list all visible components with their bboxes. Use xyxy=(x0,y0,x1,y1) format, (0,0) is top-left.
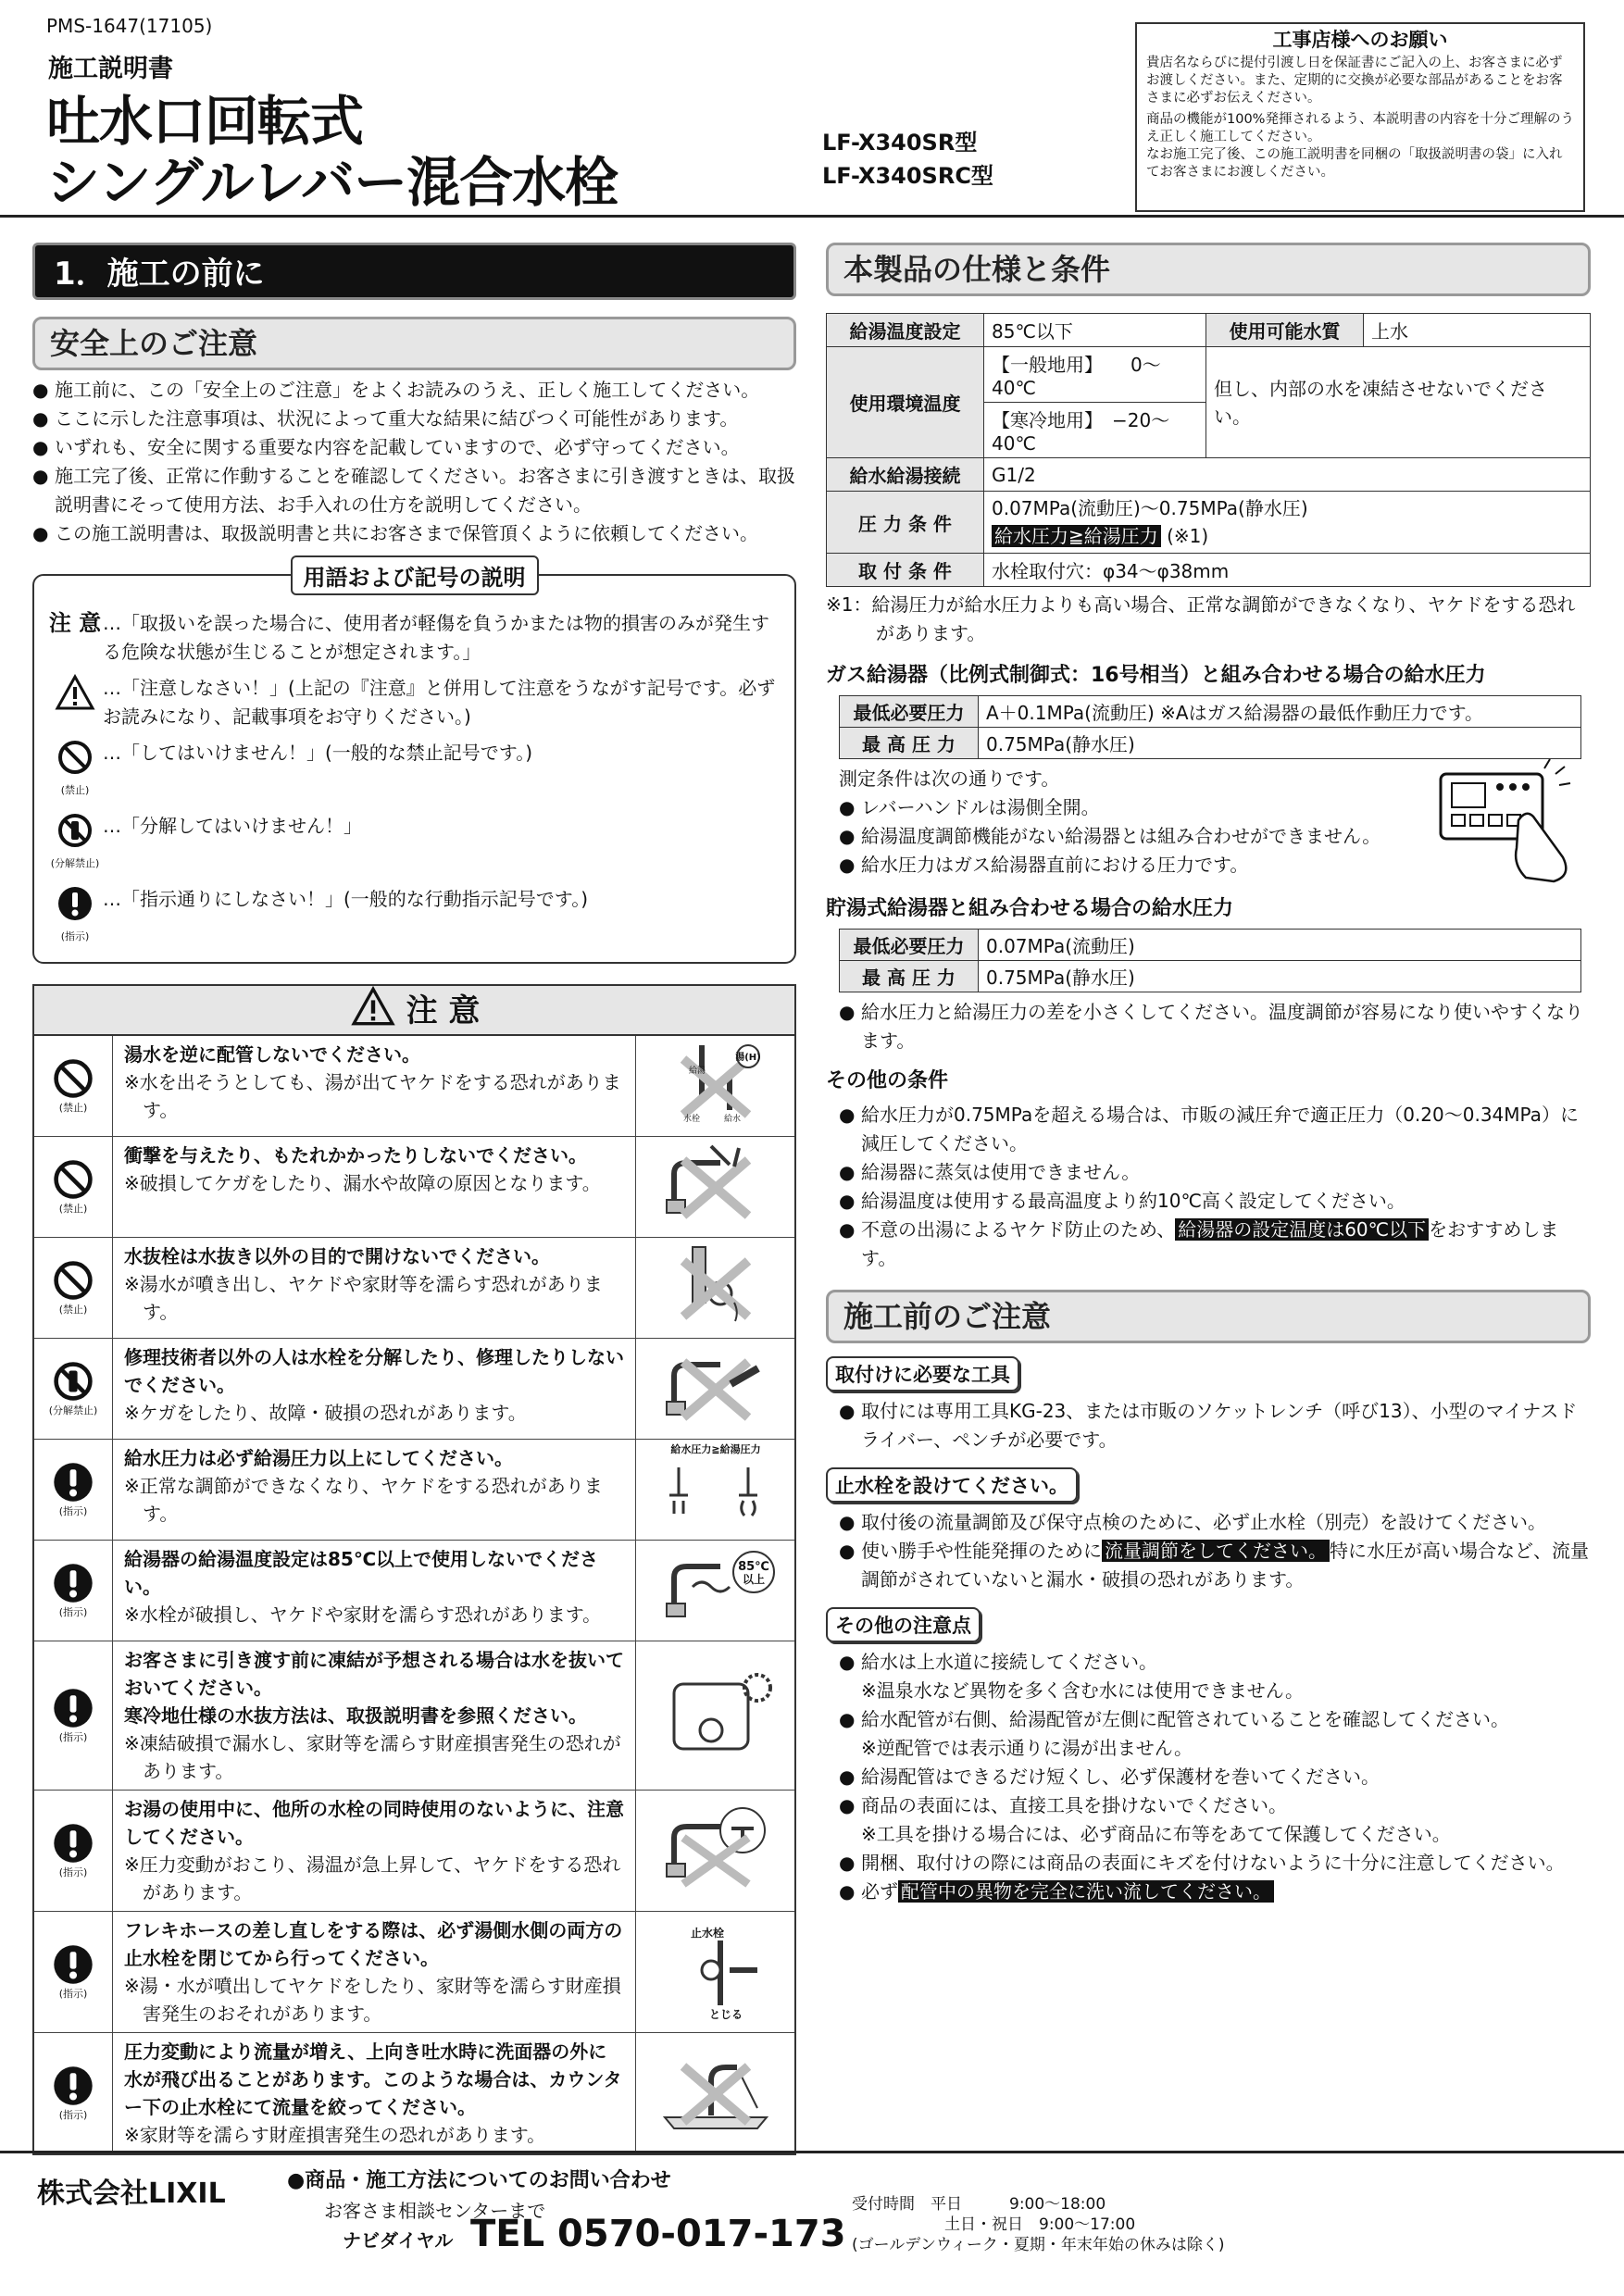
caution-text xyxy=(113,1912,635,2032)
instruction-icon xyxy=(52,1687,94,1729)
caution-row xyxy=(34,1911,794,2032)
other-conditions-list xyxy=(839,1101,1591,1216)
spec-value: 0.07MPa(流動圧)～0.75MPa(静水圧) xyxy=(992,497,1308,519)
document-number: PMS-1647(17105) xyxy=(46,15,213,37)
caution-icon-cell xyxy=(34,1912,113,2032)
caution-icon-caption: (禁止) xyxy=(58,1304,88,1316)
caution-note: ※家財等を濡らす財産損害発生の恐れがあります。 xyxy=(124,2124,546,2146)
caution-note: ※正常な調節ができなくなり、ヤケドをする恐れがあります。 xyxy=(124,1475,603,1525)
notice-title: 工事店様へのお願い xyxy=(1272,29,1448,51)
safety-bullet: ● いずれも、安全に関する重要な内容を記載していますので、必ず守ってください。 xyxy=(32,436,740,458)
svg-text:とじる: とじる xyxy=(708,2008,743,2021)
instruction-icon xyxy=(52,1943,94,1986)
gas-pressure-table xyxy=(839,695,1581,759)
note-bullet: ● 給水は上水道に接続してください。 xyxy=(839,1651,1157,1673)
caution-row xyxy=(34,1641,794,1790)
note-bullet: ● 商品の表面には、直接工具を掛けないでください。 xyxy=(839,1794,1287,1816)
caution-row xyxy=(34,1439,794,1540)
caution-note: ※水を出そうとしても、湯が出てヤケドをする恐れがあります。 xyxy=(124,1071,621,1121)
caution-icon-caption: (分解禁止) xyxy=(48,1404,98,1416)
model-2: LF-X340SRC型 xyxy=(822,163,993,189)
caution-text xyxy=(113,1339,635,1439)
caution-icon-cell xyxy=(34,1238,113,1338)
legend-row-prohibit xyxy=(47,739,781,805)
other-notes-pill: その他の注意点 xyxy=(826,1607,981,1642)
svg-text:給湯: 給湯 xyxy=(688,1067,706,1076)
legend-row-caution xyxy=(47,609,781,667)
note-bullet: ● 給湯配管はできるだけ短くし、必ず保護材を巻いてください。 xyxy=(839,1766,1380,1788)
phone-number[interactable]: TEL 0570-017-173 xyxy=(470,2213,846,2255)
warning-triangle-icon xyxy=(349,986,397,1027)
warning-triangle-icon xyxy=(55,674,95,711)
note-sub: ※逆配管では表示通りに湯が出ません。 xyxy=(861,1737,1193,1759)
spec-title: 本製品の仕様と条件 xyxy=(826,243,1591,296)
spec-label: 圧 力 条 件 xyxy=(827,492,984,554)
note-bullet: ● 開梱、取付けの際には商品の表面にキズを付けないように十分に注意してください。 xyxy=(839,1852,1565,1874)
splash-illustration xyxy=(635,2033,794,2153)
caution-row xyxy=(34,1338,794,1439)
symbol-caption: (禁止) xyxy=(60,784,90,796)
safety-list xyxy=(32,376,796,548)
title-line-1: 吐水口回転式 xyxy=(46,90,364,153)
stop-valve-pill: 止水栓を設けてください。 xyxy=(826,1467,1078,1503)
notice-paragraph: 商品の機能が100%発揮されるよう、本説明書の内容を十分ご理解のうえ正しく施工してください。 xyxy=(1146,112,1574,144)
right-column xyxy=(826,243,1591,1906)
caution-title: 修理技術者以外の人は水栓を分解したり、修理したりしないでください。 xyxy=(124,1346,624,1396)
svg-text:85℃: 85℃ xyxy=(737,1560,769,1574)
caution-title: 水抜栓は水抜き以外の目的で開けないでください。 xyxy=(124,1245,550,1267)
spec-value: G1/2 xyxy=(984,458,1591,492)
legend-text: …「取扱いを誤った場合に、使用者が軽傷を負うかまたは物的損害のみが発生する危険な状態が生じることが想定されます。」 xyxy=(103,612,769,663)
other-condition-last: ● 不意の出湯によるヤケド防止のため、 給湯器の設定温度は60℃以下 をおすすめします。 xyxy=(839,1218,1559,1269)
caution-title: 湯水を逆に配管しないでください。 xyxy=(124,1043,420,1066)
caution-icon-cell xyxy=(34,1036,113,1136)
footer-divider xyxy=(0,2151,1624,2153)
caution-text xyxy=(113,1238,635,1338)
freeze-illustration xyxy=(635,1641,794,1790)
caution-table-title: 注 意 xyxy=(406,992,481,1029)
reverse-pipe-illustration xyxy=(635,1036,794,1136)
pressure-value: 0.75MPa(静水圧) xyxy=(979,961,1581,992)
instruction-icon xyxy=(52,1822,94,1865)
caution-word: 注 意 xyxy=(48,610,102,636)
legend-title: 用語および記号の説明 xyxy=(291,555,539,595)
symbol-caption: (分解禁止) xyxy=(50,857,100,869)
note-bullet: ● 給水配管が右側、給湯配管が左側に配管されていることを確認してください。 xyxy=(839,1708,1509,1730)
caution-icon-caption: (禁止) xyxy=(58,1102,88,1114)
pressure-label: 最低必要圧力 xyxy=(840,696,979,728)
caution-row xyxy=(34,1790,794,1911)
caution-note: ※湯・水が噴出してヤケドをしたり、家財等を濡らす財産損害発生のおそれがあります。 xyxy=(124,1975,621,2025)
flow-highlight: 流量調節をしてください。 xyxy=(1102,1540,1330,1562)
repair-illustration xyxy=(635,1339,794,1439)
pressure-label: 最 高 圧 力 xyxy=(840,961,979,992)
storage-bullet: ● 給水圧力と給湯圧力の差を小さくしてください。温度調節が容易になり使いやすくなります。 xyxy=(839,1001,1583,1052)
note-sub: ※工具を掛ける場合には、必ず商品に布等をあてて保護してください。 xyxy=(861,1823,1451,1845)
caution-note: ※ケガをしたり、故障・破損の恐れがあります。 xyxy=(124,1402,527,1424)
inquiry-heading: ●商品・施工方法についてのお問い合わせ xyxy=(287,2169,671,2192)
heater-remote-illustration xyxy=(1433,755,1591,885)
no-disassemble-icon xyxy=(52,1360,94,1403)
caution-note: ※水栓が破損し、ヤケドや家財を濡らす恐れがあります。 xyxy=(124,1603,602,1626)
legend-row-instruct xyxy=(47,885,781,951)
pre-install-title: 施工前のご注意 xyxy=(826,1290,1591,1343)
tools-bullet: ● 取付には専用工具KG-23、または市販のソケットレンチ（呼び13）、小型のマイナスドライバー、ペンチが必要です。 xyxy=(839,1400,1578,1451)
legend-text: …「注意しなさい！」(上記の『注意』と併用して注意をうながす記号です。必ずお読みになり、記載事項をお守りください。) xyxy=(103,677,776,728)
other-condition-bullet: ● 給湯温度は使用する最高温度より約10℃高く設定してください。 xyxy=(839,1190,1405,1212)
caution-row xyxy=(34,1136,794,1237)
caution-title: 給湯器の給湯温度設定は85℃以上で使用しないでください。 xyxy=(124,1548,599,1598)
page-title xyxy=(46,91,618,213)
instruction-icon xyxy=(52,1562,94,1604)
tools-pill: 取付けに必要な工具 xyxy=(826,1356,1019,1391)
caution-note: ※圧力変動がおこり、湯温が急上昇して、ヤケドをする恐れがあります。 xyxy=(124,1853,621,1903)
note-sub: ※温泉水など異物を多く含む水には使用できません。 xyxy=(861,1679,1304,1702)
valve-illustration xyxy=(635,1912,794,2032)
caution-title: お客さまに引き渡す前に凍結が予想される場合は水を抜いておいてください。 xyxy=(124,1649,624,1699)
simultaneous-illustration xyxy=(635,1791,794,1911)
spec-value: 【一般地用】 0～40℃ xyxy=(984,347,1206,403)
pressure-label: 最低必要圧力 xyxy=(840,930,979,961)
left-column xyxy=(32,243,796,2155)
support-center: お客さま相談センターまで xyxy=(324,2200,546,2222)
pressure-illustration xyxy=(635,1440,794,1540)
pressure-row xyxy=(840,696,1581,728)
document-type: 施工説明書 xyxy=(48,55,173,83)
temp-illustration xyxy=(635,1541,794,1641)
section-title-before-install: 1．施工の前に xyxy=(32,243,796,300)
instruction-icon xyxy=(52,2065,94,2107)
installer-notice-box xyxy=(1135,22,1585,212)
caution-text xyxy=(113,1036,635,1136)
gas-heater-title: ガス給湯器（比例式制御式：16号相当）と組み合わせる場合の給水圧力 xyxy=(826,664,1486,687)
no-disassemble-icon xyxy=(56,812,94,849)
gas-bullet: ● 給水圧力はガス給湯器直前における圧力です。 xyxy=(839,854,1249,876)
notice-paragraph: 貴店名ならびに提付引渡し日を保証書にご記入の上、お客さまに必ずお渡しください。また、定期的に交換が必要な部品があることをお客さまに必ずお伝えください。 xyxy=(1146,56,1563,106)
spec-label: 給湯温度設定 xyxy=(827,314,984,347)
svg-text:水栓: 水栓 xyxy=(682,1115,700,1124)
gas-intro: 測定条件は次の通りです。 xyxy=(839,767,1060,790)
caution-row xyxy=(34,1237,794,1338)
title-line-2: シングルレバー混合水栓 xyxy=(46,151,618,214)
valve-bullet: ● 使い勝手や性能発揮のために 流量調節をしてください。 特に水圧が高い場合など、流量調節がされていないと漏水・破損の恐れがあります。 xyxy=(839,1540,1589,1591)
pressure-label: 最 高 圧 力 xyxy=(840,728,979,759)
safety-title: 安全上のご注意 xyxy=(32,317,796,370)
other-condition-bullet: ● 給湯器に蒸気は使用できません。 xyxy=(839,1161,1141,1183)
caution-icon-cell xyxy=(34,1791,113,1911)
instruction-icon xyxy=(56,885,94,922)
prohibit-icon xyxy=(52,1158,94,1201)
other-conditions-title: その他の条件 xyxy=(826,1069,949,1092)
caution-row xyxy=(34,1540,794,1641)
pressure-value: 0.75MPa(静水圧) xyxy=(979,728,1581,759)
spec-label: 使用環境温度 xyxy=(827,347,984,458)
prohibit-icon xyxy=(52,1057,94,1100)
pressure-row xyxy=(840,728,1581,759)
spec-value: 水栓取付穴：φ34～φ38mm xyxy=(984,554,1591,587)
valve-bullet: ● 取付後の流量調節及び保守点検のために、必ず止水栓（別売）を設けてください。 xyxy=(839,1511,1546,1533)
spec-table xyxy=(826,313,1591,587)
caution-icon-cell xyxy=(34,1339,113,1439)
model-numbers xyxy=(822,126,993,193)
spec-label: 使用可能水質 xyxy=(1206,314,1364,347)
svg-text:止水栓: 止水栓 xyxy=(690,1927,724,1940)
caution-text xyxy=(113,1440,635,1540)
pressure-row xyxy=(840,961,1581,992)
caution-icon-caption: (指示) xyxy=(58,1731,88,1743)
caution-rows xyxy=(34,1036,794,2153)
prohibit-icon xyxy=(52,1259,94,1302)
safety-bullet: ● ここに示した注意事項は、状況によって重大な結果に結びつく可能性があります。 xyxy=(32,407,739,430)
legend-row-disassemble xyxy=(47,812,781,878)
drain-illustration xyxy=(635,1238,794,1338)
spec-value: 85℃以下 xyxy=(984,314,1206,347)
caution-icon-cell xyxy=(34,1440,113,1540)
caution-title: フレキホースの差し直しをする際は、必ず湯側水側の両方の止水栓を閉じてから行ってください。 xyxy=(124,1919,623,1969)
storage-heater-title: 貯湯式給湯器と組み合わせる場合の給水圧力 xyxy=(826,897,1234,920)
header-divider xyxy=(0,215,1624,218)
spec-label: 給水給湯接続 xyxy=(827,458,984,492)
pressure-highlight: 給水圧力≧給湯圧力 xyxy=(992,525,1161,547)
caution-note: ※破損してケガをしたり、漏水や故障の原因となります。 xyxy=(124,1172,601,1194)
gas-bullet: ● レバーハンドルは湯側全開。 xyxy=(839,796,1100,818)
legend-text: …「分解してはいけません！」 xyxy=(103,815,362,837)
legend-text: …「指示通りにしなさい！」(一般的な行動指示記号です。) xyxy=(103,888,589,910)
caution-icon-caption: (指示) xyxy=(58,1866,88,1878)
svg-text:湯(H): 湯(H) xyxy=(734,1053,761,1063)
flush-highlight: 配管中の異物を完全に洗い流してください。 xyxy=(898,1880,1274,1903)
other-condition-bullet: ● 給水圧力が0.75MPaを超える場合は、市販の減圧弁で適正圧力（0.20～0.34MPa）に減圧してください。 xyxy=(839,1104,1579,1154)
svg-text:給水: 給水 xyxy=(723,1115,741,1124)
impact-illustration xyxy=(635,1137,794,1237)
caution-title: 圧力変動により流量が増え、上向き吐水時に洗面器の外に水が飛び出ることがあります。このような場合は、カウンター下の止水栓にて流量を絞ってください。 xyxy=(124,2040,622,2118)
caution-title: お湯の使用中に、他所の水栓の同時使用のないように、注意してください。 xyxy=(124,1798,624,1848)
spec-note: 但し、内部の水を凍結させないでください。 xyxy=(1206,347,1591,458)
spec-value: 【寒冷地用】 −20～40℃ xyxy=(984,403,1206,458)
svg-text:給水圧力≧給湯圧力: 給水圧力≧給湯圧力 xyxy=(669,1443,761,1455)
safety-bullet: ● 施工完了後、正常に作動することを確認してください。お客さまに引き渡すときは、取扱説明書にそって使用方法、お手入れの仕方を説明してください。 xyxy=(32,465,795,516)
pressure-row xyxy=(840,930,1581,961)
caution-note: ※湯水が噴き出し、ヤケドや家財等を濡らす恐れがあります。 xyxy=(124,1273,603,1323)
caution-text xyxy=(113,1791,635,1911)
caution-icon-caption: (指示) xyxy=(58,1606,88,1618)
spec-label: 取 付 条 件 xyxy=(827,554,984,587)
spec-value: 上水 xyxy=(1364,314,1591,347)
safety-bullet: ● 施工前に、この「安全上のご注意」をよくお読みのうえ、正しく施工してください。 xyxy=(32,379,760,401)
caution-row xyxy=(34,1036,794,1136)
temp-highlight: 給湯器の設定温度は60℃以下 xyxy=(1175,1218,1429,1241)
flush-bullet: ● 必ず 配管中の異物を完全に洗い流してください。 xyxy=(839,1878,1591,1906)
gas-bullet: ● 給湯温度調節機能がない給湯器とは組み合わせができません。 xyxy=(839,825,1381,847)
caution-note: ※凍結破損で漏水し、家財等を濡らす財産損害発生の恐れがあります。 xyxy=(124,1732,621,1782)
svg-text:以上: 以上 xyxy=(742,1573,765,1586)
caution-text xyxy=(113,2033,635,2153)
company-name: 株式会社LIXIL xyxy=(37,2177,226,2210)
other-notes-list xyxy=(839,1648,1591,1878)
symbol-legend xyxy=(32,565,796,964)
caution-row xyxy=(34,2032,794,2153)
spec-footnote: ※1：給湯圧力が給水圧力よりも高い場合、正常な調節ができなくなり、ヤケドをする恐れがあります。 xyxy=(826,593,1576,644)
caution-icon-cell xyxy=(34,1137,113,1237)
pressure-value: A＋0.1MPa(流動圧) ※Aはガス給湯器の最低作動圧力です。 xyxy=(979,696,1581,728)
storage-pressure-table xyxy=(839,929,1581,992)
caution-icon-caption: (禁止) xyxy=(58,1203,88,1215)
caution-icon-caption: (指示) xyxy=(58,1505,88,1517)
caution-title: 給水圧力は必ず給湯圧力以上にしてください。 xyxy=(124,1447,513,1469)
instruction-icon xyxy=(52,1461,94,1504)
model-1: LF-X340SR型 xyxy=(822,130,978,156)
caution-table xyxy=(32,984,796,2155)
navi-dial-label: ナビダイヤル xyxy=(343,2229,454,2252)
caution-text xyxy=(113,1541,635,1641)
prohibit-icon xyxy=(56,739,94,776)
legend-row-warning xyxy=(47,674,781,731)
legend-text: …「してはいけません！」(一般的な禁止記号です。) xyxy=(103,742,533,764)
footnote-ref: (※1) xyxy=(1167,525,1209,547)
caution-text xyxy=(113,1641,635,1790)
safety-bullet: ● この施工説明書は、取扱説明書と共にお客さまで保管頂くように依頼してください。 xyxy=(32,522,758,544)
business-hours: 受付時間 平日 9:00～18:00 土日・祝日 9:00～17:00 (ゴールデンウィーク・夏期・年末年始の休みは除く) xyxy=(852,2195,1225,2254)
caution-title: 衝撃を与えたり、もたれかかったりしないでください。 xyxy=(124,1144,587,1167)
symbol-caption: (指示) xyxy=(60,930,90,942)
caution-title: 寒冷地仕様の水抜方法は、取扱説明書を参照ください。 xyxy=(124,1704,587,1727)
caution-table-header xyxy=(34,986,794,1036)
caution-icon-cell xyxy=(34,2033,113,2153)
caution-icon-caption: (指示) xyxy=(58,1988,88,2000)
caution-icon-cell xyxy=(34,1641,113,1790)
caution-text xyxy=(113,1137,635,1237)
notice-paragraph: なお施工完了後、この施工説明書を同梱の「取扱説明書の袋」に入れてお客さまにお渡しください。 xyxy=(1146,147,1563,180)
caution-icon-caption: (指示) xyxy=(58,2109,88,2121)
pressure-value: 0.07MPa(流動圧) xyxy=(979,930,1581,961)
caution-icon-cell xyxy=(34,1541,113,1641)
